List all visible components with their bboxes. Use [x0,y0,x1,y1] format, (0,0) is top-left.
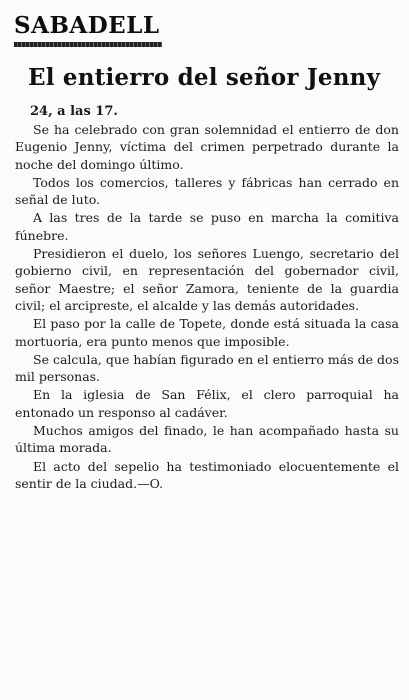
section-rule [14,42,162,47]
paragraph: En la iglesia de San Félix, el clero parroquial ha entonado un responso al cadáver. [15,387,399,420]
paragraph: El paso por la calle de Topete, donde está situada la casa mortuoria, era punto menos que imposible. [15,316,399,349]
paragraph: Presidieron el duelo, los señores Luengo, secretario del gobierno civil, en representación del gobernador civil, señor Maestre; el señor Zamora, teniente de la guardia civil; el arcipreste, el alcalde y las demás autoridades. [15,246,399,313]
paragraph: El acto del sepelio ha testimoniado elocuentemente el sentir de la ciudad.—O. [15,458,399,491]
paragraph: Todos los comercios, talleres y fábricas han cerrado en señal de luto. [15,174,399,208]
paragraph: Muchos amigos del finado, le han acompañado hasta su última morada. [15,423,399,456]
article-body [15,121,399,493]
paragraph: Se ha celebrado con gran solemnidad el entierro de don Eugenio Jenny, víctima del crimen perpetrado durante la noche del domingo último. [15,122,399,172]
paragraph: A las tres de la tarde se puso en marcha la comitiva fúnebre. [15,210,399,243]
section-heading: SABADELL [14,12,160,39]
paragraph: Se calcula, que habían figurado en el entierro más de dos mil personas. [15,351,399,385]
article-dateline: 24, a las 17. [30,104,118,119]
article-headline: El entierro del señor Jenny [28,64,381,91]
